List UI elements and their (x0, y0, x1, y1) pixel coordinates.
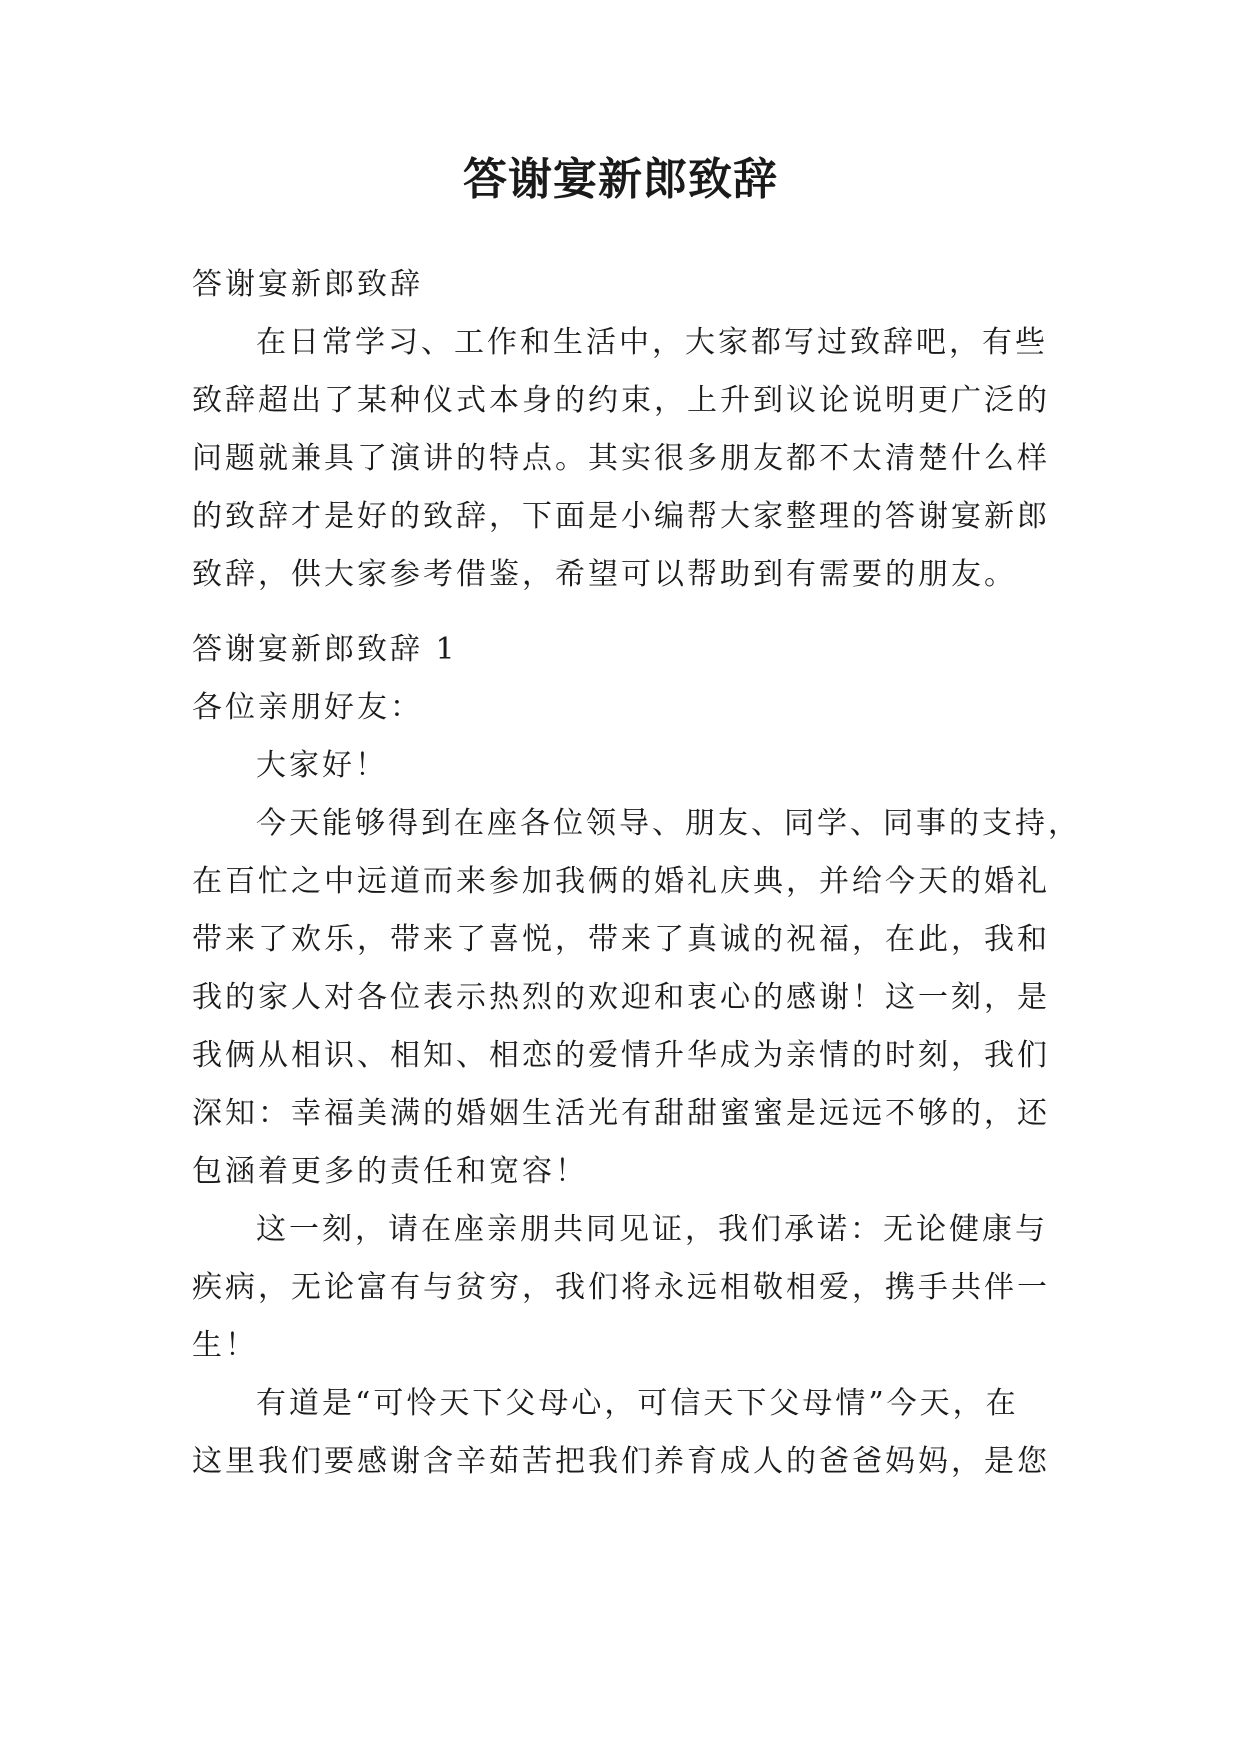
intro-section (192, 256, 1052, 604)
paragraph-1 (192, 795, 1081, 1201)
paragraph-line: 生！ (192, 1328, 258, 1363)
intro-line: 问题就兼具了演讲的特点。其实很多朋友都不太清楚什么样 (192, 441, 1050, 476)
paragraph-line: 带来了欢乐，带来了喜悦，带来了真诚的祝福，在此，我和 (192, 922, 1050, 957)
paragraph-line: 深知：幸福美满的婚姻生活光有甜甜蜜蜜是远远不够的，还 (192, 1096, 1050, 1131)
salutation: 各位亲朋好友： (192, 690, 423, 725)
intro-line: 致辞，供大家参考借鉴，希望可以帮助到有需要的朋友。 (192, 557, 1017, 592)
intro-line: 在日常学习、工作和生活中，大家都写过致辞吧，有些 (256, 325, 1048, 360)
paragraph-line: 疾病，无论富有与贫穷，我们将永远相敬相爱，携手共伴一 (192, 1270, 1050, 1305)
paragraph-line: 有道是“可怜天下父母心，可信天下父母情”今天，在 (256, 1386, 1019, 1421)
paragraph-line: 包涵着更多的责任和宽容！ (192, 1154, 588, 1189)
section-heading: 答谢宴新郎致辞 1 (192, 632, 458, 667)
paragraph-2 (192, 1201, 1052, 1375)
greeting: 大家好！ (256, 748, 388, 783)
document-title: 答谢宴新郎致辞 (463, 154, 778, 205)
intro-line: 的致辞才是好的致辞，下面是小编帮大家整理的答谢宴新郎 (192, 499, 1050, 534)
paragraph-line: 今天能够得到在座各位领导、朋友、同学、同事的支持， (256, 806, 1081, 841)
paragraph-line: 我俩从相识、相知、相恋的爱情升华成为亲情的时刻，我们 (192, 1038, 1050, 1073)
paragraph-line: 这一刻，请在座亲朋共同见证，我们承诺：无论健康与 (256, 1212, 1048, 1247)
paragraph-line: 在百忙之中远道而来参加我俩的婚礼庆典，并给今天的婚礼 (192, 864, 1050, 899)
paragraph-3 (192, 1375, 1052, 1491)
paragraph-line: 我的家人对各位表示热烈的欢迎和衷心的感谢！这一刻，是 (192, 980, 1050, 1015)
paragraph-line: 这里我们要感谢含辛茹苦把我们养育成人的爸爸妈妈，是您 (192, 1444, 1050, 1479)
intro-line: 致辞超出了某种仪式本身的约束，上升到议论说明更广泛的 (192, 383, 1050, 418)
intro-heading: 答谢宴新郎致辞 (192, 267, 423, 302)
section-1 (192, 621, 1081, 1491)
intro-paragraph (192, 314, 1052, 604)
